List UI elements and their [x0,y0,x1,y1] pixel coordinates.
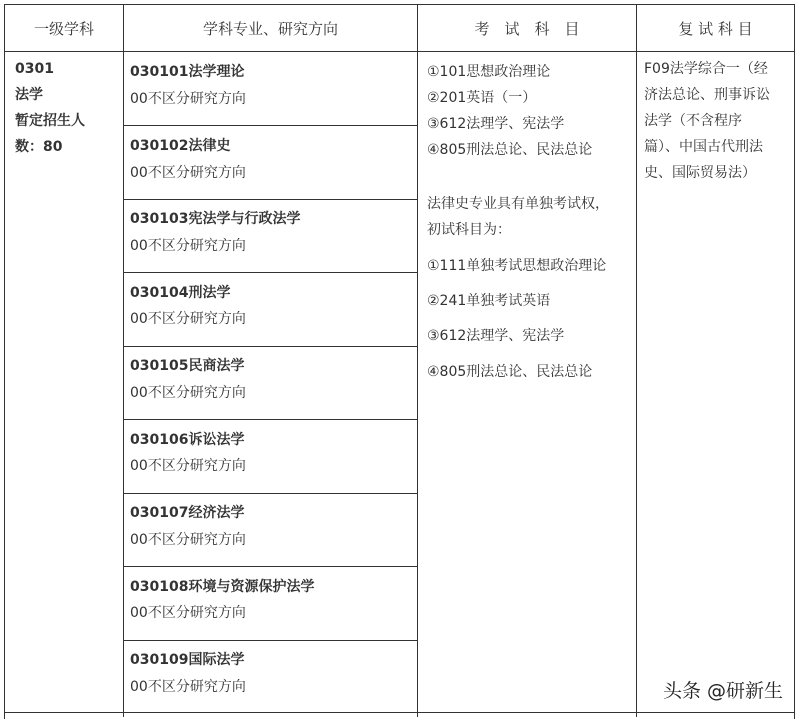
major-direction: 00不区分研究方向 [130,679,246,695]
retest-line: 史、国际贸易法） [644,165,756,181]
watermark: 头条 @研新生 [662,680,783,702]
major-code: 030106诉讼法学 [130,432,245,448]
retest-line: 篇）、中国古代刑法 [644,139,763,155]
major-code: 030103宪法学与行政法学 [130,211,301,227]
exam-subject: ②201英语（一） [427,90,537,106]
major-code: 030109国际法学 [130,652,245,668]
major-code: 030105民商法学 [130,358,245,374]
discipline-name: 法学 [15,87,43,103]
header-discipline: 一级学科 [33,19,94,38]
row-divider [124,419,417,420]
exam-subject: ③612法理学、宪法学 [427,116,565,132]
retest-line: F09法学综合一（经 [644,61,768,77]
table-bottom-edge [4,712,795,719]
legal-history-subject: ③612法理学、宪法学 [427,328,565,344]
retest-subjects [644,56,786,186]
major-direction: 00不区分研究方向 [130,605,246,621]
legal-history-subject: ④805刑法总论、民法总论 [427,364,593,380]
major-direction: 00不区分研究方向 [130,165,246,181]
major-code: 030107经济法学 [130,505,245,521]
major-direction: 00不区分研究方向 [130,458,246,474]
column-divider [123,5,124,717]
retest-line: 济法总论、刑事诉讼 [644,87,770,103]
header-major: 学科专业、研究方向 [202,19,338,38]
header-exam-subjects: 考 试 科 目 [474,19,580,38]
legal-history-subject: ①111单独考试思想政治理论 [427,258,607,274]
exam-subject: ①101思想政治理论 [427,64,551,80]
legal-history-note: 初试科目为： [427,222,511,238]
major-direction: 00不区分研究方向 [130,91,246,107]
major-direction: 00不区分研究方向 [130,385,246,401]
exam-subject: ④805刑法总论、民法总论 [427,142,593,158]
quota-line-1: 暂定招生人 [15,113,85,129]
legal-history-note: 法律史专业具有单独考试权， [427,196,609,212]
quota-line-2: 数：80 [15,139,63,155]
major-code: 030108环境与资源保护法学 [130,579,315,595]
column-divider [636,5,637,717]
row-divider [124,493,417,494]
header-divider [5,51,794,52]
row-divider [124,125,417,126]
column-divider [417,5,418,717]
row-divider [124,346,417,347]
header-retest-subjects: 复 试 科 目 [678,19,753,38]
discipline-cell [15,56,115,160]
major-direction: 00不区分研究方向 [130,532,246,548]
row-divider [124,272,417,273]
legal-history-subject: ②241单独考试英语 [427,293,551,309]
discipline-code: 0301 [15,61,54,77]
major-code: 030102法律史 [130,138,231,154]
major-direction: 00不区分研究方向 [130,238,246,254]
major-direction: 00不区分研究方向 [130,311,246,327]
retest-line: 法学（不含程序 [644,113,742,129]
row-divider [124,640,417,641]
row-divider [124,566,417,567]
major-code: 030104刑法学 [130,285,231,301]
major-code: 030101法学理论 [130,64,245,80]
row-divider [124,199,417,200]
